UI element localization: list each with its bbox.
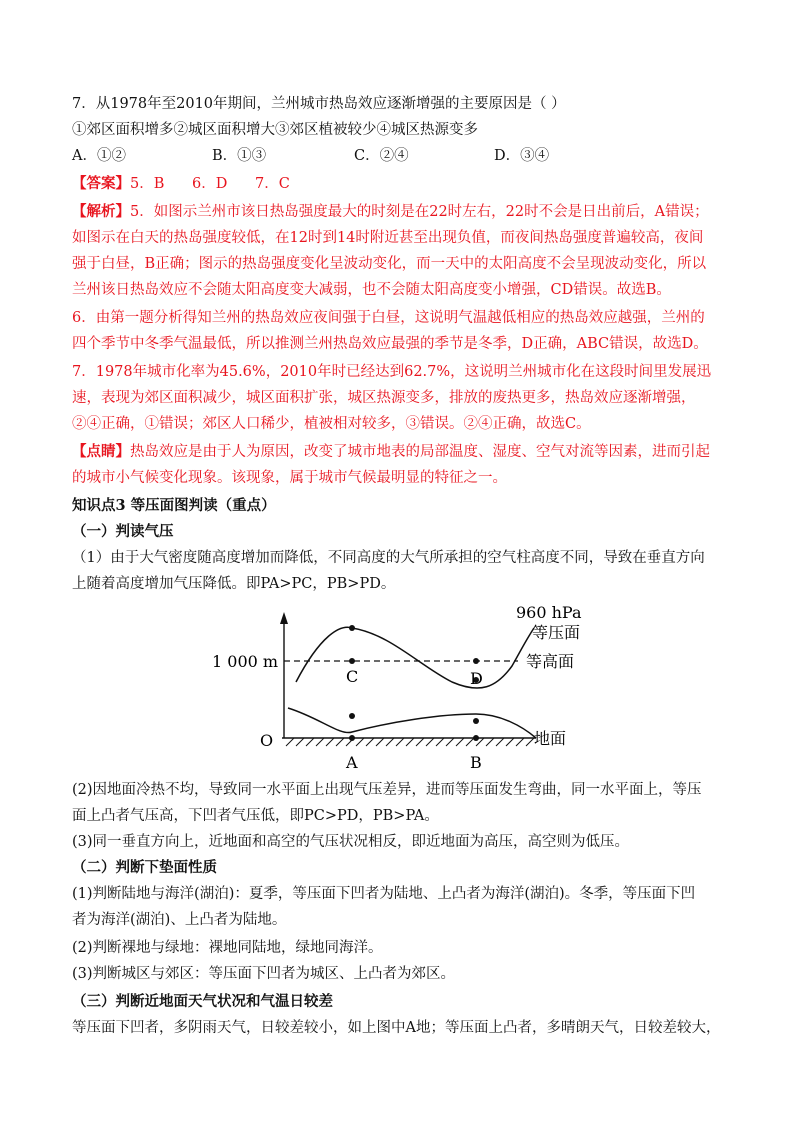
subheading-3: （三）判断近地面天气状况和气温日较差: [72, 993, 333, 1010]
analysis-tag: 【解析】: [72, 203, 130, 220]
subheading-2: （二）判断下垫面性质: [72, 859, 217, 876]
question-7-items: ①郊区面积增多②城区面积增大③郊区植被较少④城区热源变多: [72, 122, 478, 138]
section-title: 知识点3 等压面图判读（重点）: [72, 497, 276, 514]
option-b: B．①③: [212, 148, 267, 164]
weather-line: 等压面下凹者，多阴雨天气，日较差较小，如上图中A地；等压面上凸者，多晴朗天气，日较差较大，: [72, 1020, 721, 1036]
analysis-line-4: 兰州该日热岛效应不会随太阳高度变大减弱，也不会随太阳高度变小增强，CD错误。故选B。: [72, 282, 671, 298]
origin-label: O: [260, 731, 274, 750]
analysis-line-9: ②④正确，①错误；郊区人口稀少，植被相对较多，③错误。②④正确，故选C。: [72, 416, 591, 432]
point-d-label: D: [470, 669, 483, 688]
point-c-label: C: [346, 667, 359, 686]
tip-line-2: 的城市小气候变化现象。该现象，属于城市气候最明显的特征之一。: [72, 470, 507, 486]
land-sea-line-2: 者为海洋(湖泊)、上凸者为陆地。: [72, 912, 287, 928]
bare-green-line: (2)判断裸地与绿地：裸地同陆地，绿地同海洋。: [72, 940, 383, 956]
paragraph-1-line-2: 上随着高度增加气压降低。即PA>PC，PB>PD。: [72, 576, 396, 592]
height-value-label: 1 000 m: [212, 652, 279, 671]
analysis-line-5: 6．由第一题分析得知兰州的热岛效应夜间强于白昼，这说明气温越低相应的热岛效应越强，兰州的: [72, 310, 705, 326]
answer-text: 5．B 6．D 7．C: [130, 176, 290, 192]
subheading-1: （一）判读气压: [72, 523, 174, 540]
isobar-label: 等压面: [532, 623, 581, 642]
question-7: 7．从1978年至2010年期间，兰州城市热岛效应逐渐增强的主要原因是（ ）: [72, 96, 566, 112]
isobar-figure: [200, 596, 630, 774]
isobar-curve: [296, 627, 534, 688]
answer-tag: 【答案】: [72, 175, 130, 192]
analysis-line-7: 7．1978年城市化率为45.6%，2010年时已经达到62.7%，这说明兰州城市化在这段时间里发展迅: [72, 364, 712, 380]
analysis-line-6: 四个季节中冬季气温最低，所以推测兰州热岛效应最强的季节是冬季，D正确，ABC错误，故选D。: [72, 336, 708, 352]
analysis-line-8: 速，表现为郊区面积减少，城区面积扩张，城区热源变多，排放的废热更多，热岛效应逐渐增强，: [72, 390, 696, 406]
option-d: D．③④: [494, 148, 550, 164]
paragraph-2-line-2: 面上凸者气压高，下凹者气压低，即PC>PD，PB>PA。: [72, 808, 439, 824]
analysis-text: 5．如图示兰州市该日热岛强度最大的时刻是在22时左右，22时不会是日出前后，A错误；: [130, 204, 709, 220]
question-7-options: [72, 146, 712, 166]
answer-line: [72, 174, 290, 194]
tip-line-1: [72, 442, 710, 462]
height-label: 等高面: [526, 652, 575, 671]
paragraph-1-line-1: （1）由于大气密度随高度增加而降低，不同高度的大气所承担的空气柱高度不同，导致在垂直方向: [72, 550, 705, 566]
paragraph-3: (3)同一垂直方向上，近地面和高空的气压状况相反，即近地面为高压，高空则为低压。: [72, 834, 630, 850]
land-sea-line-1: (1)判断陆地与海洋(湖泊)：夏季，等压面下凹者为陆地、上凸者为海洋(湖泊)。冬季，等压面下凹: [72, 886, 696, 902]
analysis-line-1: [72, 202, 709, 222]
tip-tag: 【点睛】: [72, 443, 130, 460]
point-a-label: A: [346, 753, 358, 772]
ground-label: 地面: [534, 729, 567, 748]
point-b-label: B: [470, 753, 482, 772]
paragraph-2-line-1: (2)因地面冷热不均，导致同一水平面上出现气压差异，进而等压面发生弯曲，同一水平面上，等压: [72, 782, 702, 798]
isobar-value-label: 960 hPa: [516, 603, 582, 622]
analysis-line-2: 如图示在白天的热岛强度较低，在12时到14时附近甚至出现负值，而夜间热岛强度普遍较高，夜间: [72, 230, 704, 246]
urban-suburb-line: (3)判断城区与郊区：等压面下凹者为城区、上凸者为郊区。: [72, 966, 456, 982]
option-c: C．②④: [354, 148, 409, 164]
analysis-line-3: 强于白昼，B正确；图示的热岛强度变化呈波动变化，而一天中的太阳高度不会呈现波动变化，所以: [72, 256, 707, 272]
lower-isobar-curve: [288, 708, 536, 738]
option-a: A．①②: [72, 148, 126, 164]
tip-text: 热岛效应是由于人为原因，改变了城市地表的局部温度、湿度、空气对流等因素，进而引起: [130, 444, 710, 460]
